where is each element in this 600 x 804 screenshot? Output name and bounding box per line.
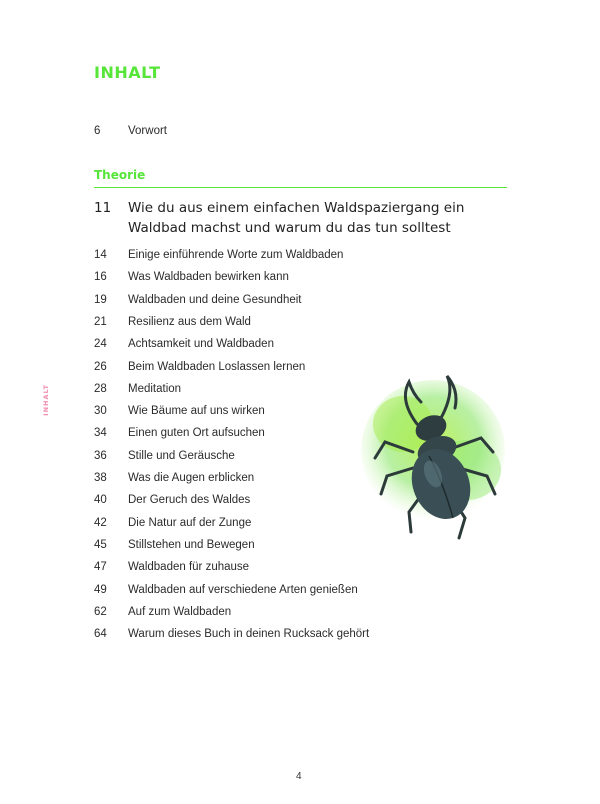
- toc-entry-title: Was Waldbaden bewirken kann: [128, 271, 289, 284]
- toc-entry-page: 14: [94, 249, 107, 261]
- toc-main-entry-title: Wie du aus einem einfachen Waldspaziergang ein Waldbad machst und warum du das tun solltest: [128, 200, 465, 236]
- toc-entry-title: Die Natur auf der Zunge: [128, 516, 252, 529]
- side-tab-label: INHALT: [42, 384, 50, 416]
- toc-entry-page: 19: [94, 293, 107, 306]
- toc-entry-title: Wie Bäume auf uns wirken: [128, 405, 265, 418]
- section-divider: [94, 187, 507, 188]
- toc-entry-page: 6: [94, 125, 101, 137]
- toc-entry-title: Der Geruch des Waldes: [128, 494, 251, 507]
- toc-entry-title: Einige einführende Worte zum Waldbaden: [128, 249, 344, 261]
- toc-entry-page: 49: [94, 583, 107, 596]
- toc-entry-page: 47: [94, 561, 107, 574]
- toc-entry-title: Auf zum Waldbaden: [128, 605, 232, 618]
- toc-entry-page: 26: [94, 360, 107, 373]
- toc-entry-title: Resilienz aus dem Wald: [128, 315, 251, 328]
- toc-entry-title: Waldbaden für zuhause: [128, 561, 250, 574]
- toc-entry-page: 34: [94, 427, 107, 440]
- stag-beetle-illustration-icon: [355, 372, 515, 552]
- toc-entry-page: 62: [94, 605, 107, 618]
- toc-entry-title: Beim Waldbaden Loslassen lernen: [128, 360, 306, 373]
- toc-entry-title: Stille und Geräusche: [128, 449, 235, 462]
- toc-entry-page: 36: [94, 449, 107, 462]
- toc-entry-page: 30: [94, 405, 107, 418]
- toc-entry-page: 38: [94, 472, 107, 484]
- toc-entry-title: Stillstehen und Bewegen: [128, 538, 255, 551]
- section-heading-theorie: Theorie: [94, 168, 146, 182]
- toc-entry-title: Waldbaden auf verschiedene Arten genießen: [128, 583, 358, 596]
- page-number: 4: [296, 771, 302, 782]
- toc-entry-title: Vorwort: [128, 125, 167, 137]
- toc-entry-title: Einen guten Ort aufsuchen: [128, 427, 265, 440]
- toc-entry-title: Meditation: [128, 382, 182, 395]
- toc-main-entry-page: 11: [94, 200, 112, 216]
- toc-entry-title: Waldbaden und deine Gesundheit: [128, 293, 302, 306]
- toc-heading: INHALT: [94, 63, 161, 82]
- toc-entry-page: 21: [94, 315, 107, 328]
- toc-entry-title: Achtsamkeit und Waldbaden: [128, 338, 274, 351]
- toc-entry-page: 24: [94, 338, 107, 351]
- toc-entry-page: 64: [94, 628, 107, 641]
- toc-entry-page: 45: [94, 538, 107, 551]
- toc-entry-title: Warum dieses Buch in deinen Rucksack gehört: [128, 628, 370, 641]
- toc-entry-page: 28: [94, 382, 107, 395]
- toc-entry-page: 42: [94, 516, 107, 529]
- toc-entry-page: 40: [94, 494, 107, 507]
- toc-entry-title: Was die Augen erblicken: [128, 472, 255, 484]
- toc-entry-page: 16: [94, 271, 107, 284]
